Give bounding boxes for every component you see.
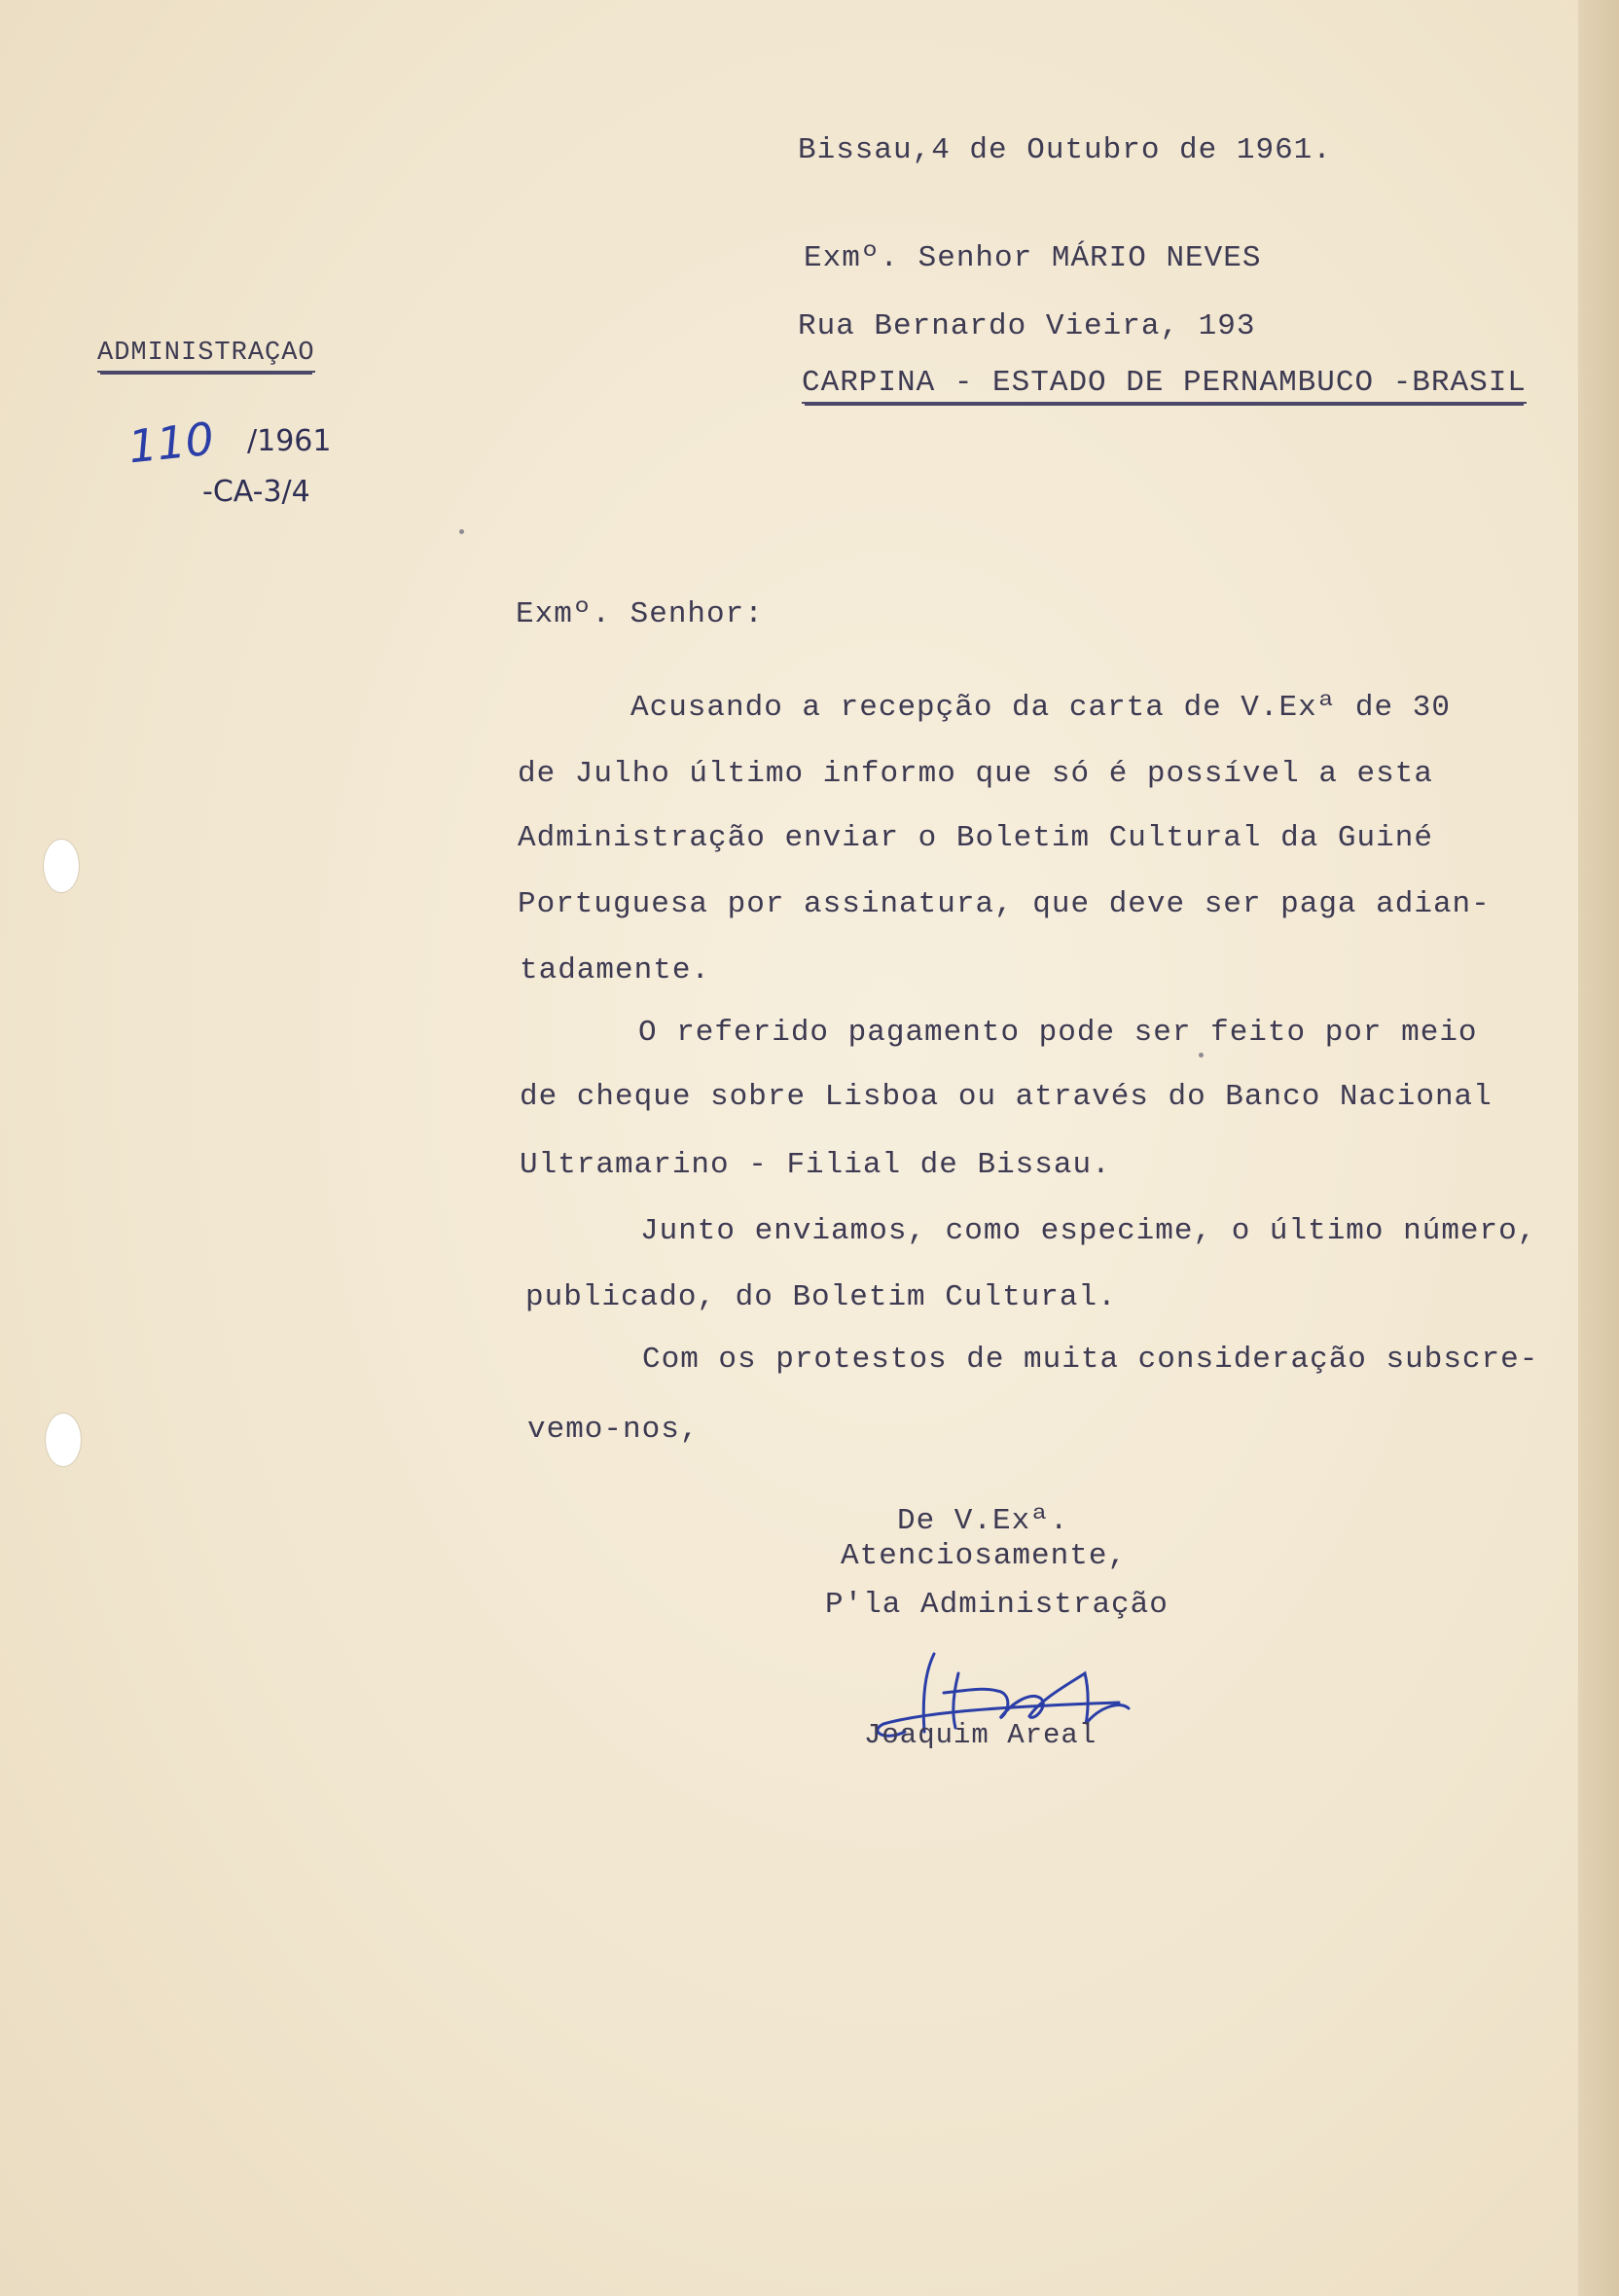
punch-hole-upper [43,839,80,893]
body-line: tadamente. [520,953,711,987]
body-line: Administração enviar o Boletim Cultural da Guiné [518,821,1433,855]
reference-year: /1961 [247,424,332,458]
body-line: Junto enviamos, como especime, o último número, [640,1214,1537,1248]
body-line: vemo-nos, [527,1413,700,1447]
body-line: de Julho último informo que só é possível a esta [518,757,1433,791]
ink-speck [1199,1053,1204,1058]
paper-edge [1578,0,1619,2296]
addressee-line-3: CARPINA - ESTADO DE PERNAMBUCO -BRASIL [802,366,1527,404]
body-line: Com os protestos de muita consideração subscre- [642,1343,1539,1377]
handwritten-reference-number: 110 [126,412,217,474]
body-line: de cheque sobre Lisboa ou através do Banco Nacional [520,1080,1493,1114]
ink-speck [459,529,464,534]
salutation: Exmº. Senhor: [516,597,764,631]
body-line: publicado, do Boletim Cultural. [525,1280,1117,1314]
body-line: Ultramarino - Filial de Bissau. [520,1148,1111,1182]
closing-line-3: P'la Administração [825,1588,1169,1622]
signatory-name: Joaquim Areal [864,1719,1097,1751]
addressee-line-1: Exmº. Senhor MÁRIO NEVES [804,241,1262,275]
closing-line-1: De V.Exª. [897,1504,1069,1538]
body-line: Portuguesa por assinatura, que deve ser paga adian- [518,887,1491,921]
place-date: Bissau,4 de Outubro de 1961. [798,133,1332,167]
punch-hole-lower [45,1413,82,1467]
body-line: Acusando a recepção da carta de V.Exª de 30 [630,691,1451,725]
reference-code: -CA-3/4 [202,475,310,509]
body-line: O referido pagamento pode ser feito por meio [638,1016,1478,1050]
closing-line-2: Atenciosamente, [841,1539,1128,1573]
addressee-line-2: Rua Bernardo Vieira, 193 [798,309,1256,343]
department-heading: ADMINISTRAÇAO [97,339,315,373]
